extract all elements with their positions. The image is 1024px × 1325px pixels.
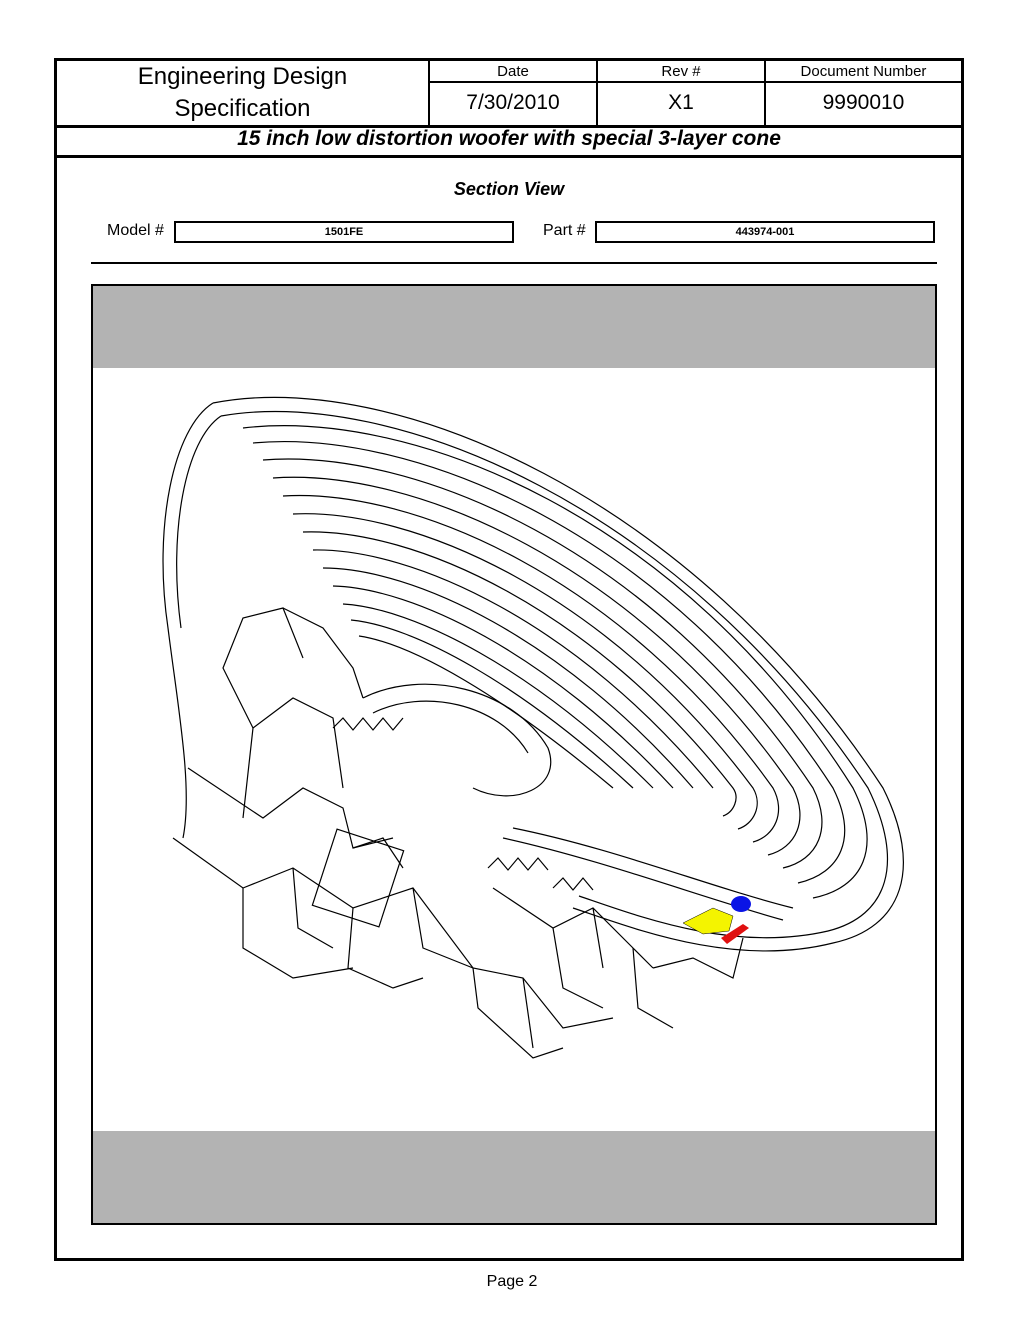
blue-highlight-part (731, 896, 751, 912)
rev-label: Rev # (661, 63, 701, 80)
page-number: Page 2 (486, 1273, 538, 1290)
section-title: Section View (453, 179, 565, 199)
model-value-box: 1501FE (174, 221, 514, 243)
cone-rings (243, 426, 867, 898)
docnum-value: 9990010 (822, 91, 905, 114)
basket-rim-inner (221, 412, 887, 938)
header-label-rule (428, 81, 961, 83)
rev-value: X1 (668, 91, 694, 114)
coil-former-ribs (333, 718, 593, 890)
dust-cap (363, 684, 551, 796)
woofer-section-drawing (93, 368, 935, 1131)
basket-rim-outer (213, 397, 903, 951)
part-value-box: 443974-001 (595, 221, 935, 243)
figure-top-band (93, 286, 935, 368)
doc-title-line2: Specification (174, 95, 311, 122)
doc-title-line1: Engineering Design (137, 63, 348, 90)
spec-sheet (54, 58, 964, 1261)
spec-subtitle: 15 inch low distortion woofer with special 3-layer cone (237, 127, 781, 150)
doc-title (57, 61, 428, 125)
subtitle-bottom-rule (57, 155, 961, 158)
date-label: Date (497, 63, 529, 80)
figure-bottom-band (93, 1131, 935, 1223)
section-rule (91, 262, 937, 264)
section-view-figure (91, 284, 937, 1225)
basket-side-left (163, 403, 213, 838)
motor-assembly (173, 608, 743, 1058)
part-label: Part # (543, 222, 586, 239)
yellow-highlight-part (683, 908, 733, 934)
docnum-label: Document Number (800, 63, 927, 80)
date-value: 7/30/2010 (466, 91, 560, 114)
model-label: Model # (107, 222, 164, 239)
